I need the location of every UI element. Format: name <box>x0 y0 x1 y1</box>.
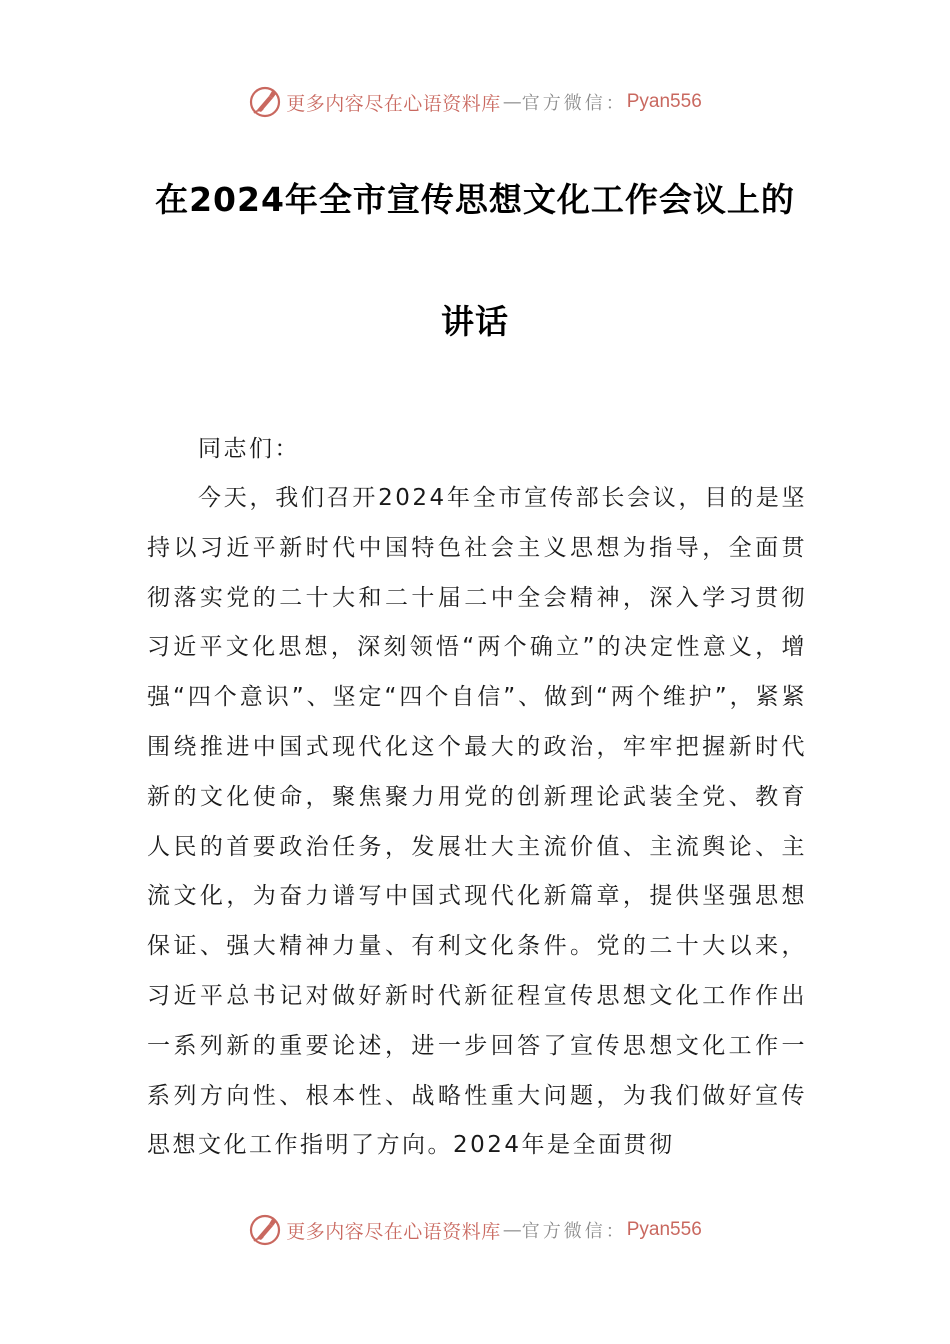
body-paragraph: 今天，我们召开2024年全市宣传部长会议，目的是坚持以习近平新时代中国特色社会主义思想为指导，全面贯彻落实党的二十大和二十届二中全会精神，深入学习贯彻习近平文化思想，深刻领悟“两个确立”的决定性意义，增强“四个意识”、坚定“四个自信”、做到“两个维护”，紧紧围绕推进中国式现代化这个最大的政治，牢牢把握新时代新的文化使命，聚焦聚力用党的创新理论武装全党、教育人民的首要政治任务，发展壮大主流价值、主流舆论、主流文化，为奋力谱写中国式现代化新篇章，提供坚强思想保证、强大精神力量、有利文化条件。党的二十大以来，习近平总书记对做好新时代新征程宣传思想文化工作作出一系列新的重要论述，进一步回答了宣传思想文化工作一系列方向性、根本性、战略性重大问题，为我们做好宣传思想文化工作指明了方向。2024年是全面贯彻 <box>147 485 807 1159</box>
wechat-label: 官方微信： <box>521 93 627 114</box>
promo-separator: — <box>502 1219 520 1241</box>
document-title-line1: 在2024年全市宣传思想文化工作会议上的 <box>155 180 795 219</box>
wechat-id: Pyan556 <box>626 1219 702 1240</box>
fountain-pen-logo-icon <box>248 1213 282 1247</box>
salutation: 同志们： <box>198 436 300 462</box>
wechat-id: Pyan556 <box>626 91 702 112</box>
document-title-line2: 讲话 <box>441 302 509 341</box>
fountain-pen-logo-icon <box>248 85 282 119</box>
wechat-label: 官方微信： <box>521 1221 627 1242</box>
footer-watermark <box>0 1208 950 1252</box>
promo-text: 更多内容尽在心语资料库 <box>286 92 501 115</box>
header-watermark <box>0 80 950 124</box>
promo-separator: — <box>502 91 520 113</box>
promo-text: 更多内容尽在心语资料库 <box>286 1220 501 1243</box>
